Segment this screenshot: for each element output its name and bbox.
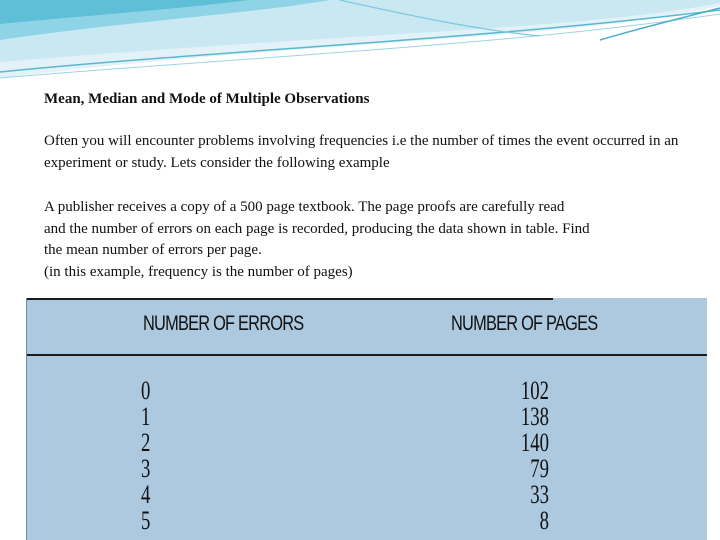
errors-cell: 5 xyxy=(141,506,151,535)
errors-cell: 1 xyxy=(141,402,151,431)
pages-cell: 138 xyxy=(520,402,549,431)
errors-cell: 0 xyxy=(141,376,151,405)
table-header-rule xyxy=(27,354,707,356)
errors-cell: 2 xyxy=(141,428,151,457)
intro-paragraph: Often you will encounter problems involving frequencies i.e the number of times the event occurred in an experiment or study. Lets consider the following example xyxy=(44,133,679,171)
column-header-pages: NUMBER OF PAGES xyxy=(451,312,598,335)
example-line: the mean number of errors per page. xyxy=(44,242,262,258)
frequency-table xyxy=(26,298,707,540)
example-paragraph xyxy=(44,197,709,283)
pages-cell: 102 xyxy=(520,376,549,405)
pages-cell: 33 xyxy=(530,480,549,509)
pages-cell: 8 xyxy=(539,506,549,535)
example-line: (in this example, frequency is the number of pages) xyxy=(44,263,353,280)
errors-cell: 3 xyxy=(141,454,151,483)
slide-title: Mean, Median and Mode of Multiple Observations xyxy=(44,91,370,107)
pages-cell: 140 xyxy=(520,428,549,457)
table-top-rule xyxy=(27,298,553,300)
decorative-wave-banner xyxy=(0,0,720,90)
example-line: A publisher receives a copy of a 500 page textbook. The page proofs are carefully read xyxy=(44,199,565,215)
errors-column xyxy=(141,378,181,534)
example-line: and the number of errors on each page is recorded, producing the data shown in table. Find xyxy=(44,220,590,237)
pages-column xyxy=(497,378,549,534)
pages-cell: 79 xyxy=(530,454,549,483)
errors-cell: 4 xyxy=(141,480,151,509)
column-header-errors: NUMBER OF ERRORS xyxy=(143,312,304,335)
